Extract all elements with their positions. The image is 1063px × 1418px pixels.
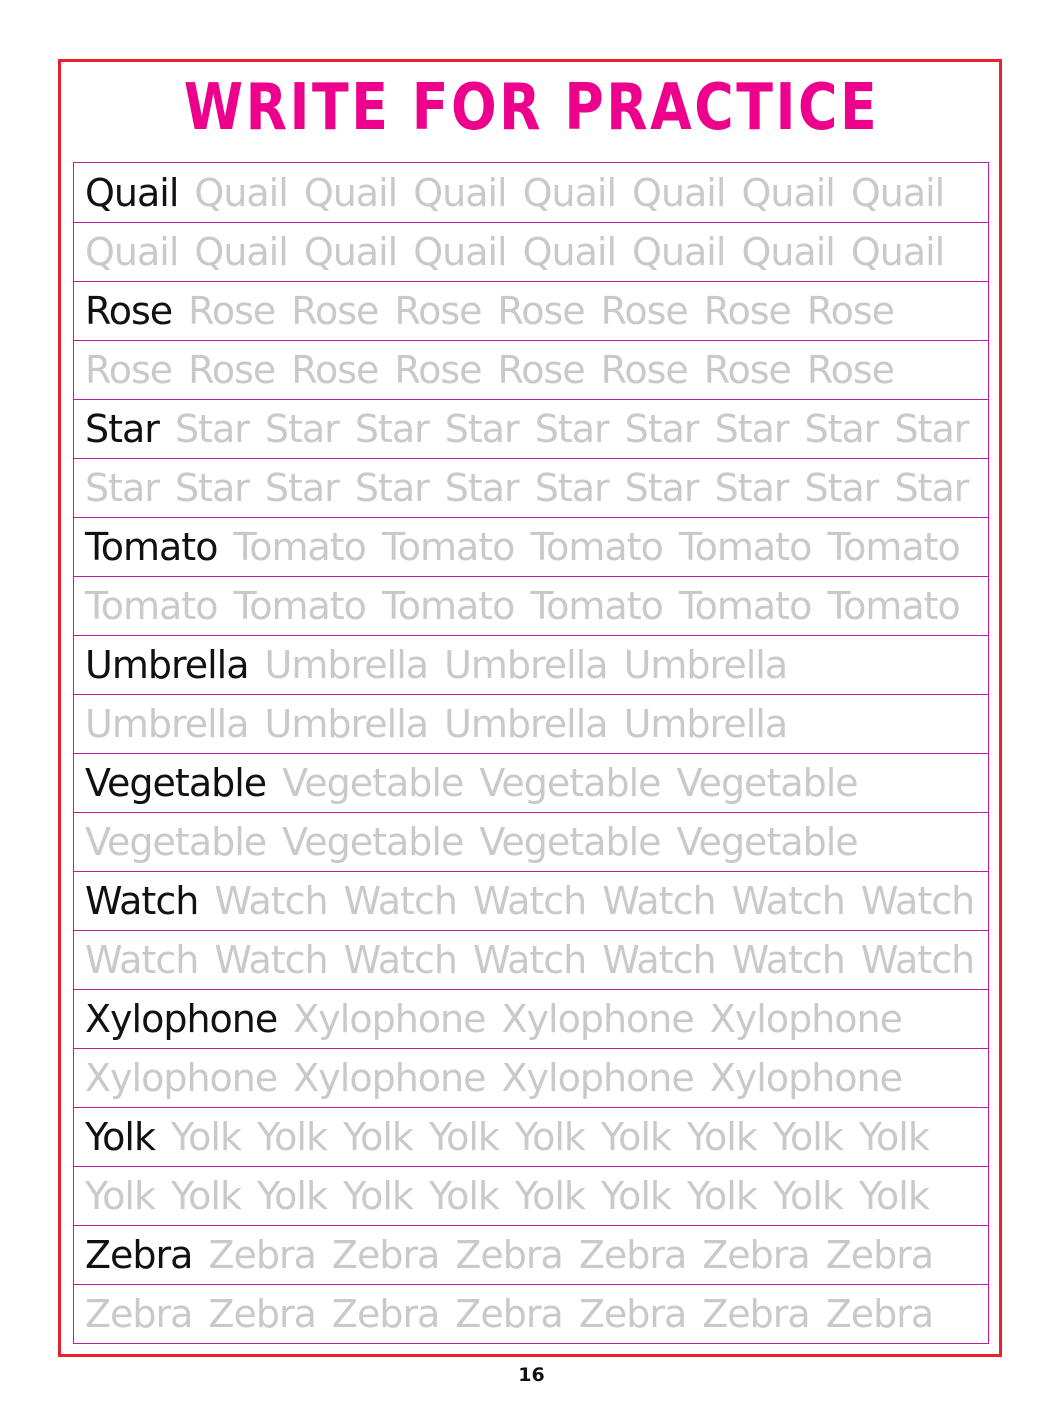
trace-word: Yolk bbox=[428, 1174, 499, 1218]
practice-grid bbox=[73, 162, 989, 1344]
trace-word: Star bbox=[354, 407, 429, 451]
page-number: 16 bbox=[518, 1364, 545, 1386]
trace-word: Xylophone bbox=[293, 1056, 486, 1100]
trace-word: Vegetable bbox=[676, 820, 858, 864]
trace-word: Umbrella bbox=[85, 702, 249, 746]
trace-word: Yolk bbox=[428, 1115, 499, 1159]
practice-line bbox=[74, 989, 988, 1048]
trace-word: Zebra bbox=[825, 1292, 934, 1336]
trace-word: Zebra bbox=[578, 1292, 687, 1336]
trace-word: Rose bbox=[188, 289, 276, 333]
trace-word: Quail bbox=[522, 230, 617, 274]
practice-line bbox=[74, 1284, 988, 1343]
trace-word: Star bbox=[894, 466, 969, 510]
trace-word: Vegetable bbox=[85, 820, 267, 864]
trace-word: Tomato bbox=[530, 525, 663, 569]
trace-word: Star bbox=[85, 466, 159, 510]
trace-word: Star bbox=[264, 407, 339, 451]
trace-word: Xylophone bbox=[709, 997, 902, 1041]
trace-word: Yolk bbox=[170, 1174, 241, 1218]
lead-word: Vegetable bbox=[85, 761, 267, 805]
trace-word: Star bbox=[714, 407, 789, 451]
trace-word: Rose bbox=[85, 348, 173, 392]
practice-line bbox=[74, 163, 988, 222]
trace-word: Tomato bbox=[233, 525, 366, 569]
trace-word: Star bbox=[174, 407, 249, 451]
trace-word: Yolk bbox=[514, 1174, 585, 1218]
trace-word: Zebra bbox=[208, 1233, 316, 1277]
trace-word: Star bbox=[624, 466, 699, 510]
trace-word: Zebra bbox=[85, 1292, 193, 1336]
trace-word: Umbrella bbox=[444, 702, 608, 746]
trace-word: Yolk bbox=[772, 1115, 843, 1159]
trace-word: Rose bbox=[291, 289, 379, 333]
trace-word: Quail bbox=[303, 230, 398, 274]
trace-word: Yolk bbox=[170, 1115, 241, 1159]
trace-word: Umbrella bbox=[264, 702, 429, 746]
trace-word: Tomato bbox=[85, 584, 218, 628]
trace-word: Xylophone bbox=[709, 1056, 902, 1100]
practice-line bbox=[74, 812, 988, 871]
practice-line bbox=[74, 517, 988, 576]
trace-word: Umbrella bbox=[264, 643, 429, 687]
trace-word: Watch bbox=[85, 938, 199, 982]
trace-word: Quail bbox=[850, 170, 945, 215]
trace-word: Vegetable bbox=[282, 761, 464, 805]
trace-word: Tomato bbox=[530, 584, 663, 628]
trace-word: Watch bbox=[214, 938, 328, 982]
trace-word: Zebra bbox=[331, 1233, 440, 1277]
practice-line bbox=[74, 753, 988, 812]
trace-word: Xylophone bbox=[501, 997, 694, 1041]
trace-word: Tomato bbox=[678, 525, 812, 569]
trace-word: Yolk bbox=[858, 1115, 929, 1159]
practice-line bbox=[74, 694, 988, 753]
trace-word: Star bbox=[714, 466, 789, 510]
trace-word: Quail bbox=[303, 170, 398, 215]
practice-line bbox=[74, 458, 988, 517]
lead-word: Watch bbox=[85, 879, 199, 923]
lead-word: Star bbox=[85, 407, 159, 451]
trace-word: Yolk bbox=[342, 1174, 413, 1218]
trace-word: Umbrella bbox=[623, 702, 788, 746]
trace-word: Star bbox=[354, 466, 429, 510]
trace-word: Tomato bbox=[678, 584, 812, 628]
lead-word: Zebra bbox=[85, 1233, 193, 1277]
trace-word: Yolk bbox=[600, 1115, 671, 1159]
trace-word: Yolk bbox=[342, 1115, 413, 1159]
trace-word: Watch bbox=[731, 938, 845, 982]
trace-word: Star bbox=[804, 466, 879, 510]
trace-word: Star bbox=[174, 466, 249, 510]
trace-word: Yolk bbox=[600, 1174, 671, 1218]
trace-word: Rose bbox=[806, 348, 894, 392]
trace-word: Vegetable bbox=[676, 761, 858, 805]
trace-word: Quail bbox=[741, 170, 835, 215]
lead-word: Rose bbox=[85, 289, 173, 333]
trace-word: Xylophone bbox=[501, 1056, 694, 1100]
trace-word: Star bbox=[624, 407, 699, 451]
trace-word: Vegetable bbox=[479, 761, 661, 805]
practice-line bbox=[74, 1048, 988, 1107]
trace-word: Watch bbox=[602, 938, 716, 982]
trace-word: Rose bbox=[497, 348, 585, 392]
trace-word: Watch bbox=[214, 879, 328, 923]
trace-word: Rose bbox=[703, 348, 791, 392]
trace-word: Watch bbox=[860, 938, 975, 982]
trace-word: Watch bbox=[472, 879, 587, 923]
lead-word: Quail bbox=[85, 170, 179, 215]
trace-word: Star bbox=[894, 407, 969, 451]
trace-word: Star bbox=[444, 466, 519, 510]
trace-word: Rose bbox=[394, 348, 482, 392]
trace-word: Tomato bbox=[381, 525, 515, 569]
practice-line bbox=[74, 635, 988, 694]
trace-word: Yolk bbox=[858, 1174, 929, 1218]
trace-word: Rose bbox=[600, 348, 688, 392]
trace-word: Rose bbox=[291, 348, 379, 392]
trace-word: Rose bbox=[806, 289, 894, 333]
trace-word: Star bbox=[804, 407, 879, 451]
trace-word: Quail bbox=[632, 230, 726, 274]
trace-word: Rose bbox=[497, 289, 585, 333]
trace-word: Zebra bbox=[578, 1233, 687, 1277]
trace-word: Watch bbox=[343, 938, 457, 982]
lead-word: Tomato bbox=[85, 525, 218, 569]
trace-word: Quail bbox=[413, 230, 507, 274]
trace-word: Tomato bbox=[827, 525, 960, 569]
trace-word: Quail bbox=[632, 170, 726, 215]
trace-word: Zebra bbox=[331, 1292, 440, 1336]
trace-word: Vegetable bbox=[282, 820, 464, 864]
trace-word: Star bbox=[534, 466, 609, 510]
trace-word: Yolk bbox=[256, 1174, 327, 1218]
trace-word: Zebra bbox=[455, 1292, 563, 1336]
lead-word: Umbrella bbox=[85, 643, 249, 687]
trace-word: Quail bbox=[413, 170, 507, 215]
trace-word: Quail bbox=[194, 230, 288, 274]
trace-word: Rose bbox=[394, 289, 482, 333]
trace-word: Watch bbox=[602, 879, 716, 923]
trace-word: Umbrella bbox=[444, 643, 608, 687]
trace-word: Yolk bbox=[772, 1174, 843, 1218]
trace-word: Quail bbox=[85, 230, 179, 274]
page-title: WRITE FOR PRACTICE bbox=[183, 71, 880, 145]
trace-word: Yolk bbox=[256, 1115, 327, 1159]
lead-word: Xylophone bbox=[85, 997, 278, 1041]
practice-line bbox=[74, 871, 988, 930]
trace-word: Yolk bbox=[514, 1115, 585, 1159]
trace-word: Rose bbox=[600, 289, 688, 333]
trace-word: Zebra bbox=[455, 1233, 563, 1277]
lead-word: Yolk bbox=[85, 1115, 155, 1159]
trace-word: Yolk bbox=[686, 1115, 757, 1159]
trace-word: Watch bbox=[343, 879, 457, 923]
trace-word: Zebra bbox=[702, 1292, 810, 1336]
trace-word: Watch bbox=[472, 938, 587, 982]
practice-line bbox=[74, 222, 988, 281]
practice-line bbox=[74, 1166, 988, 1225]
practice-line bbox=[74, 576, 988, 635]
practice-line bbox=[74, 930, 988, 989]
trace-word: Vegetable bbox=[479, 820, 661, 864]
trace-word: Tomato bbox=[381, 584, 515, 628]
trace-word: Tomato bbox=[233, 584, 366, 628]
trace-word: Tomato bbox=[827, 584, 960, 628]
trace-word: Zebra bbox=[825, 1233, 934, 1277]
trace-word: Xylophone bbox=[293, 997, 486, 1041]
practice-line bbox=[74, 399, 988, 458]
trace-word: Star bbox=[534, 407, 609, 451]
trace-word: Quail bbox=[194, 170, 288, 215]
trace-word: Watch bbox=[731, 879, 845, 923]
trace-word: Watch bbox=[860, 879, 975, 923]
trace-word: Umbrella bbox=[623, 643, 788, 687]
trace-word: Yolk bbox=[85, 1174, 155, 1218]
trace-word: Star bbox=[264, 466, 339, 510]
trace-word: Quail bbox=[741, 230, 835, 274]
practice-line bbox=[74, 1107, 988, 1166]
trace-word: Xylophone bbox=[85, 1056, 278, 1100]
practice-line bbox=[74, 281, 988, 340]
trace-word: Quail bbox=[522, 170, 617, 215]
trace-word: Zebra bbox=[208, 1292, 316, 1336]
trace-word: Yolk bbox=[686, 1174, 757, 1218]
trace-word: Rose bbox=[188, 348, 276, 392]
practice-line bbox=[74, 340, 988, 399]
trace-word: Star bbox=[444, 407, 519, 451]
trace-word: Zebra bbox=[702, 1233, 810, 1277]
trace-word: Quail bbox=[850, 230, 945, 274]
practice-line bbox=[74, 1225, 988, 1284]
trace-word: Rose bbox=[703, 289, 791, 333]
